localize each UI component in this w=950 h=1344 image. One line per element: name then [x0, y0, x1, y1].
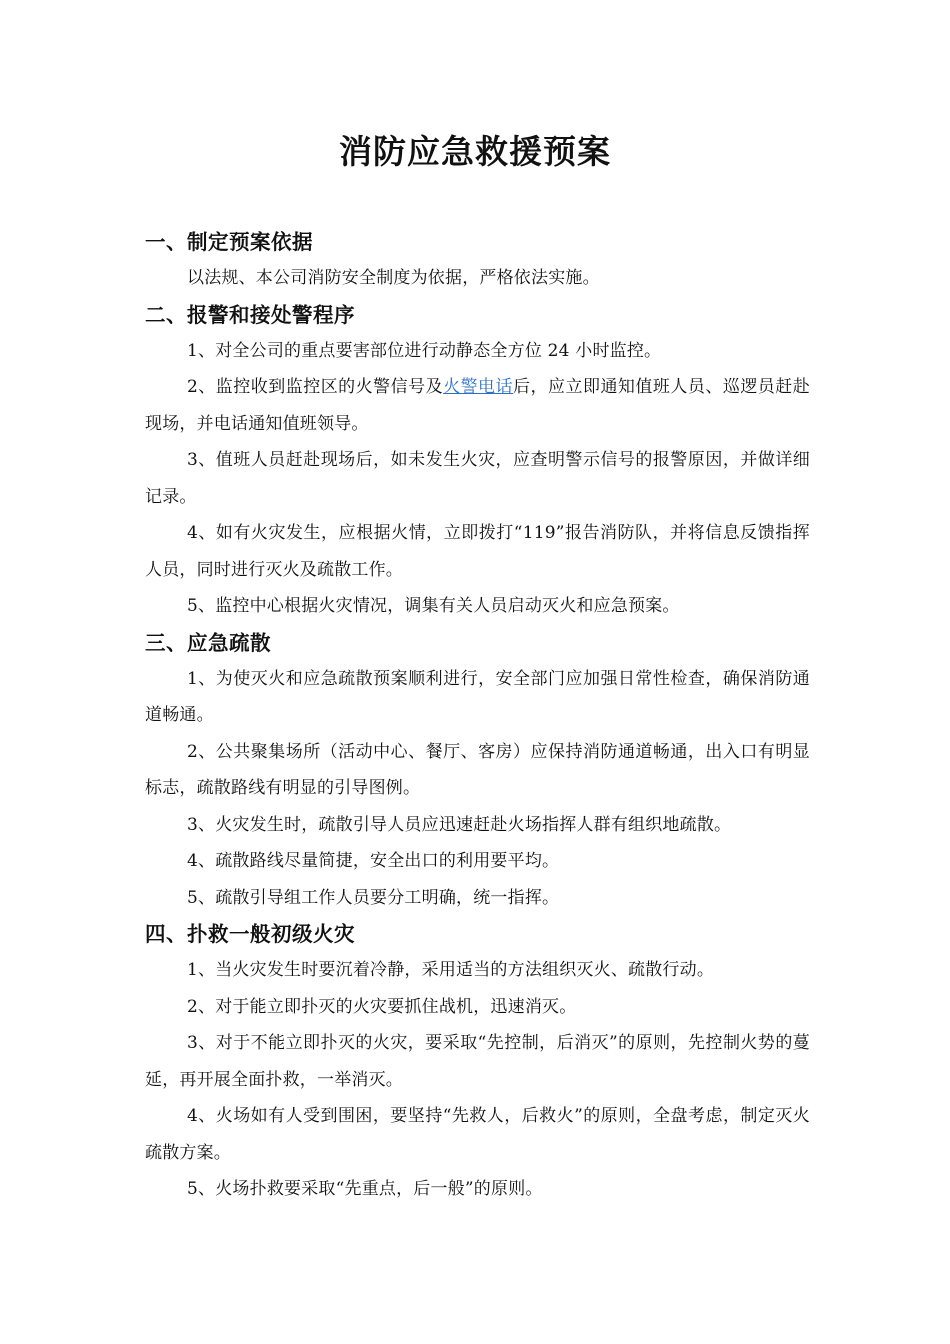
section-evacuation — [145, 625, 810, 917]
paragraph: 2、公共聚集场所（活动中心、餐厅、客房）应保持消防通道畅通，出入口有明显标志，疏散路线有明显的引导图例。 — [145, 741, 810, 798]
section-heading: 四、扑救一般初级火灾 — [145, 922, 355, 946]
section-heading: 一、制定预案依据 — [145, 230, 313, 254]
document-body — [145, 224, 810, 1208]
fire-alarm-phone-link[interactable]: 火警电话 — [443, 377, 514, 397]
paragraph: 3、对于不能立即扑灭的火灾，要采取“先控制，后消灭”的原则，先控制火势的蔓延，再开展全面扑救，一举消灭。 — [145, 1033, 810, 1090]
section-alarm-procedure — [145, 297, 810, 625]
paragraph: 1、对全公司的重点要害部位进行动静态全方位 24 小时监控。 — [187, 340, 662, 361]
paragraph: 5、疏散引导组工作人员要分工明确，统一指挥。 — [187, 887, 560, 908]
paragraph: 4、火场如有人受到围困，要坚持“先救人，后救火”的原则，全盘考虑，制定灭火疏散方案。 — [145, 1106, 810, 1163]
paragraph: 1、当火灾发生时要沉着冷静，采用适当的方法组织灭火、疏散行动。 — [187, 960, 715, 980]
section-initial-firefighting — [145, 916, 810, 1208]
page-title: 消防应急救援预案 — [339, 132, 611, 171]
paragraph-with-link — [145, 369, 810, 442]
paragraph-text: 后，应立即通知值班人员、巡逻员赶赴现场，并电话通知值班领导。 — [145, 377, 810, 434]
paragraph: 3、火灾发生时，疏散引导人员应迅速赶赴火场指挥人群有组织地疏散。 — [187, 814, 732, 835]
paragraph: 1、为使灭火和应急疏散预案顺利进行，安全部门应加强日常性检查，确保消防通道畅通。 — [145, 668, 810, 725]
paragraph: 4、疏散路线尽量简捷，安全出口的利用要平均。 — [187, 851, 560, 871]
paragraph: 3、值班人员赶赴现场后，如未发生火灾，应查明警示信号的报警原因，并做详细记录。 — [145, 450, 810, 507]
section-basis — [145, 224, 810, 297]
section-heading: 二、报警和接处警程序 — [145, 302, 355, 327]
paragraph: 4、如有火灾发生，应根据火情，立即拨打“119”报告消防队，并将信息反馈指挥人员，同时进行灭火及疏散工作。 — [145, 523, 810, 580]
paragraph-text: 2、监控收到监控区的火警信号及 — [187, 377, 444, 397]
paragraph: 5、火场扑救要采取“先重点，后一般”的原则。 — [187, 1179, 543, 1199]
section-heading: 三、应急疏散 — [145, 630, 271, 655]
paragraph: 2、对于能立即扑灭的火灾要抓住战机，迅速消灭。 — [187, 996, 577, 1017]
paragraph: 5、监控中心根据火灾情况，调集有关人员启动灭火和应急预案。 — [187, 596, 680, 616]
paragraph: 以法规、本公司消防安全制度为依据，严格依法实施。 — [187, 268, 600, 288]
